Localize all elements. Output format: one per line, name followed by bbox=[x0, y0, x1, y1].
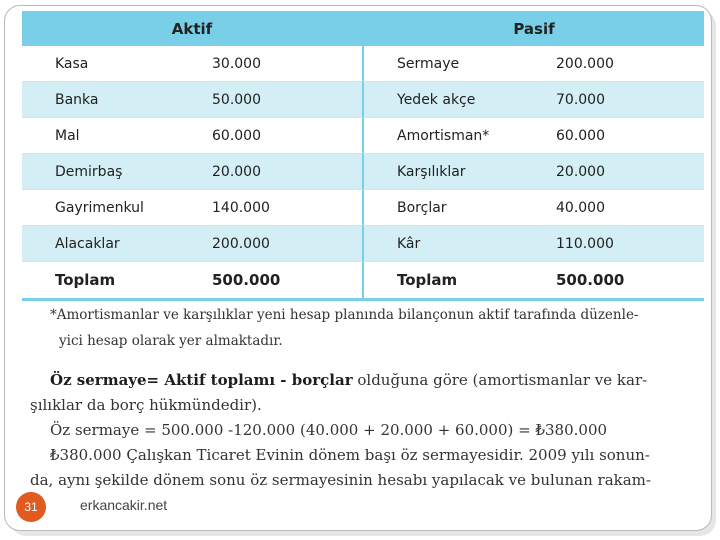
table-row bbox=[22, 190, 704, 226]
equity-conclusion: ₺380.000 Çalışkan Ticaret Evinin dönem başı öz sermayesidir. 2009 yılı sonun- bbox=[50, 446, 650, 464]
liability-name: Karşılıklar bbox=[362, 154, 542, 190]
balance-sheet-table bbox=[22, 11, 704, 301]
table-row bbox=[22, 154, 704, 190]
liability-value: 20.000 bbox=[542, 154, 704, 190]
asset-name: Alacaklar bbox=[22, 226, 198, 262]
asset-value: 20.000 bbox=[198, 154, 362, 190]
equity-definition bbox=[30, 368, 705, 393]
equity-formula: Öz sermaye= Aktif toplamı - borçlar bbox=[50, 371, 353, 389]
liability-value: 200.000 bbox=[542, 46, 704, 82]
asset-name: Kasa bbox=[22, 46, 198, 82]
equity-definition-cont: şılıklar da borç hükmündedir). bbox=[30, 396, 262, 414]
liability-name: Yedek akçe bbox=[362, 82, 542, 118]
liabilities-header: Pasif bbox=[362, 11, 704, 46]
equity-calculation: Öz sermaye = 500.000 -120.000 (40.000 + 20.000 + 60.000) = ₺380.000 bbox=[50, 421, 608, 439]
asset-value: 30.000 bbox=[198, 46, 362, 82]
asset-value: 50.000 bbox=[198, 82, 362, 118]
body-text bbox=[30, 368, 705, 488]
table-header-row bbox=[22, 11, 704, 46]
liability-total-label: Toplam bbox=[362, 262, 542, 301]
assets-header: Aktif bbox=[22, 11, 362, 46]
liability-name: Sermaye bbox=[362, 46, 542, 82]
page-number-badge: 31 bbox=[16, 492, 46, 522]
asset-name: Mal bbox=[22, 118, 198, 154]
site-footer: erkancakir.net bbox=[80, 497, 168, 513]
footnote-line: *Amortismanlar ve karşılıklar yeni hesap planında bilançonun aktif tarafında düzenle- bbox=[50, 307, 639, 323]
asset-name: Demirbaş bbox=[22, 154, 198, 190]
table-row bbox=[22, 46, 704, 82]
asset-total-value: 500.000 bbox=[198, 262, 362, 301]
asset-value: 140.000 bbox=[198, 190, 362, 226]
footnote bbox=[50, 302, 690, 354]
total-row bbox=[22, 262, 704, 301]
asset-name: Banka bbox=[22, 82, 198, 118]
table-row bbox=[22, 226, 704, 262]
asset-total-label: Toplam bbox=[22, 262, 198, 301]
equity-conclusion-cont: da, aynı şekilde dönem sonu öz sermayesinin hesabı yapılacak ve bulunan rakam- bbox=[30, 471, 651, 488]
liability-name: Kâr bbox=[362, 226, 542, 262]
liability-name: Borçlar bbox=[362, 190, 542, 226]
footnote-line: yici hesap olarak yer almaktadır. bbox=[59, 333, 283, 349]
asset-value: 200.000 bbox=[198, 226, 362, 262]
table-row bbox=[22, 82, 704, 118]
liability-value: 70.000 bbox=[542, 82, 704, 118]
table-row bbox=[22, 118, 704, 154]
liability-value: 40.000 bbox=[542, 190, 704, 226]
liability-value: 60.000 bbox=[542, 118, 704, 154]
asset-name: Gayrimenkul bbox=[22, 190, 198, 226]
liability-value: 110.000 bbox=[542, 226, 704, 262]
liability-total-value: 500.000 bbox=[542, 262, 704, 301]
asset-value: 60.000 bbox=[198, 118, 362, 154]
equity-formula-rest: olduğuna göre (amortismanlar ve kar- bbox=[352, 371, 648, 389]
liability-name: Amortisman* bbox=[362, 118, 542, 154]
